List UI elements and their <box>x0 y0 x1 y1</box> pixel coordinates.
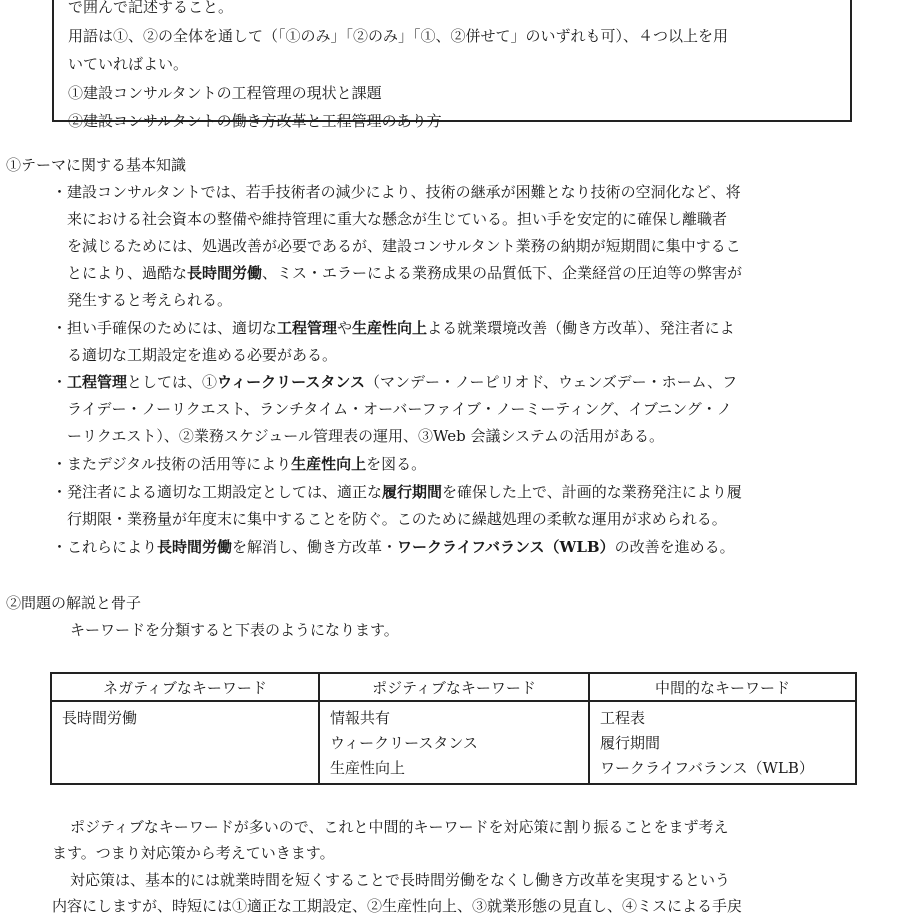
box-line-3: いていればよい。 <box>68 55 189 73</box>
text-segment: よる就業環境改善（働き方改革）、発注者によ <box>427 319 735 337</box>
list-item: 生産性向上 <box>330 759 406 777</box>
table-header-row <box>51 673 856 701</box>
keyword: ワークライフバランス（WLB） <box>397 538 615 556</box>
box-line-4: ①建設コンサルタントの工程管理の現状と課題 <box>68 84 382 102</box>
text-segment: を解消し、働き方改革・ <box>232 538 398 556</box>
s1-b5-line1 <box>52 485 742 500</box>
s1-b3-line2: ライデー・ノーリクエスト、ランチタイム・オーバーファイブ・ノーミーティング、イブニング・ノ <box>67 400 732 418</box>
text-segment: としては、① <box>127 373 218 391</box>
closing-p1-line1: ポジティブなキーワードが多いので、これと中間的キーワードを対応策に割り振ることをまず考え <box>70 818 729 836</box>
section2-heading: ②問題の解説と骨子 <box>6 594 142 612</box>
negative-cell <box>51 701 319 784</box>
list-item: 工程表 <box>600 709 646 727</box>
keyword: ウィークリースタンス <box>217 373 365 391</box>
text-segment: ・またデジタル技術の活用等により <box>52 455 292 473</box>
text-segment: を図る。 <box>366 455 427 473</box>
box-line-1: で囲んで記述すること。 <box>68 0 234 16</box>
keyword: 長時間労働 <box>157 538 233 556</box>
section1-heading: ①テーマに関する基本知識 <box>6 156 187 174</box>
s1-b3-line3: ーリクエスト）、②業務スケジュール管理表の運用、③Web 会議システムの活用がある。 <box>67 427 664 445</box>
list-item: 履行期間 <box>600 734 661 752</box>
text-segment: ・担い手確保のためには、適切な <box>52 319 278 337</box>
text-segment: 、ミス・エラーによる業務成果の品質低下、企業経営の圧迫等の弊害が <box>262 264 743 282</box>
s1-b2-line1 <box>52 321 735 336</box>
box-line-2: 用語は①、②の全体を通して（「①のみ」「②のみ」「①、②併せて」のいずれも可）、４つ以上を用 <box>68 27 729 45</box>
text-segment: ・これらにより <box>52 538 158 556</box>
positive-cell <box>319 701 589 784</box>
s1-b1-line2: 来における社会資本の整備や維持管理に重大な懸念が生じている。担い手を安定的に確保し離職者 <box>67 210 728 228</box>
box-line-5: ②建設コンサルタントの働き方改革と工程管理のあり方 <box>68 112 442 130</box>
s1-b1-line5: 発生すると考えられる。 <box>67 291 233 309</box>
s1-b1-line1: ・建設コンサルタントでは、若手技術者の減少により、技術の継承が困難となり技術の空洞化など、将 <box>52 183 741 201</box>
s1-b3-line1 <box>52 375 737 390</box>
section2-intro: キーワードを分類すると下表のようになります。 <box>70 621 399 639</box>
text-segment: や <box>337 319 353 337</box>
table-row <box>51 701 856 784</box>
list-item: 情報共有 <box>330 709 391 727</box>
closing-p1-line2: ます。つまり対応策から考えていきます。 <box>52 844 335 862</box>
s1-b1-line3: を減じるためには、処遇改善が必要であるが、建設コンサルタント業務の納期が短期間に集中するこ <box>67 237 741 255</box>
header-positive: ポジティブなキーワード <box>319 673 589 701</box>
text-segment: ・発注者による適切な工期設定としては、適正な <box>52 483 383 501</box>
instructions-box <box>52 0 852 130</box>
keyword: 生産性向上 <box>352 319 428 337</box>
keyword: 工程管理 <box>67 373 128 391</box>
list-item: ウィークリースタンス <box>330 734 478 752</box>
list-item: 長時間労働 <box>62 709 138 727</box>
s1-b2-line2: る適切な工期設定を進める必要がある。 <box>67 346 338 364</box>
neutral-cell <box>589 701 856 784</box>
s1-b6-line1 <box>52 540 735 555</box>
closing-p2-line1: 対応策は、基本的には就業時間を短くすることで長時間労働をなくし働き方改革を実現するという <box>70 871 731 889</box>
text-segment: の改善を進める。 <box>614 538 735 556</box>
keyword-table <box>50 672 857 785</box>
s1-b5-line2: 行期限・業務量が年度末に集中することを防ぐ。このために繰越処理の柔軟な運用が求められる。 <box>67 510 727 528</box>
text-segment: ・ <box>52 373 68 391</box>
text-segment: （マンデー・ノーピリオド、ウェンズデー・ホーム、フ <box>364 373 738 391</box>
header-negative: ネガティブなキーワード <box>51 673 319 701</box>
list-item: ワークライフバランス（WLB） <box>600 759 814 777</box>
closing-p2-line2: 内容にしますが、時短には①適正な工期設定、②生産性向上、③就業形態の見直し、④ミスによる手戻 <box>52 897 743 915</box>
s1-b4-line1 <box>52 457 426 472</box>
text-segment: を確保した上で、計画的な業務発注により履 <box>442 483 742 501</box>
keyword: 長時間労働 <box>187 264 263 282</box>
keyword: 工程管理 <box>277 319 338 337</box>
s1-b1-line4 <box>67 266 742 281</box>
text-segment: とにより、過酷な <box>67 264 188 282</box>
keyword: 生産性向上 <box>291 455 367 473</box>
keyword: 履行期間 <box>382 483 443 501</box>
header-neutral: 中間的なキーワード <box>589 673 856 701</box>
